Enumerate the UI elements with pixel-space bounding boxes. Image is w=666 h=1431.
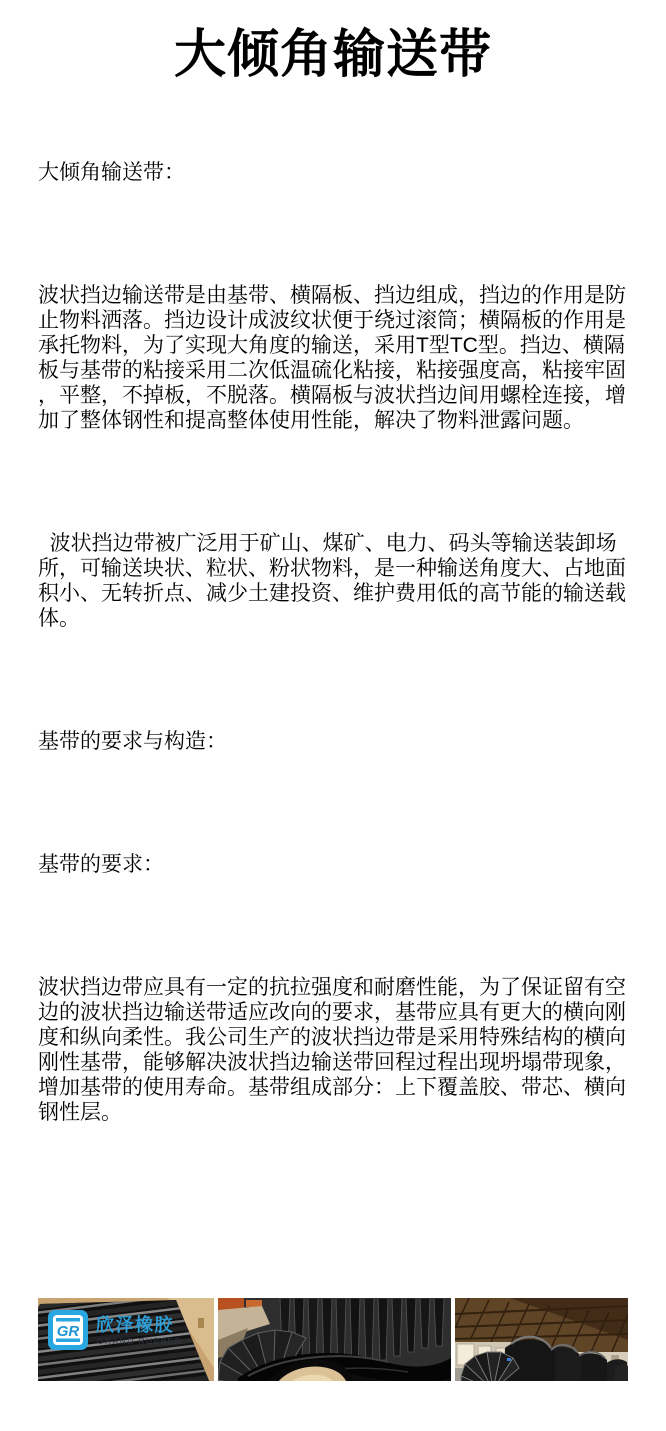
- factory-row-image: [455, 1298, 628, 1381]
- article-body: [0, 86, 666, 1431]
- product-photo-gallery: [38, 1248, 628, 1381]
- belt-roll-image: [218, 1298, 451, 1381]
- heading-base-belt-requirements: 基带的要求：: [38, 853, 164, 876]
- paragraph-composition: 波状挡边输送带是由基带、横隔板、挡边组成，挡边的作用是防止物料洒落。挡边设计成波纹状便于绕过滚筒；横隔板的作用是承托物料，为了实现大角度的输送，采用T型TC型。挡边、横隔板与基带的粘接采用二次低温硫化粘接，粘接强度高，粘接牢固，平整，不掉板，不脱落。横隔板与波状挡边间用螺栓连接，增加了整体钢性和提高整体使用性能，解决了物料泄露问题。: [38, 284, 626, 432]
- paragraph-applications: 波状挡边带被广泛用于矿山、煤矿、电力、码头等输送装卸场所，可输送块状、粒状、粉状物料，是一种输送角度大、占地面积小、无转折点、减少土建投资、维护费用低的高节能的输送载体。: [38, 532, 626, 630]
- sidewall-panel-image: [38, 1298, 214, 1381]
- heading-base-belt-structure: 基带的要求与构造：: [38, 730, 227, 753]
- photo-factory-belt-row: [455, 1248, 628, 1381]
- article-page: [0, 24, 666, 1431]
- brand-name-cn: 欣泽橡胶: [96, 1315, 174, 1335]
- photo-belt-roll-closeup: [218, 1248, 451, 1381]
- grand-rubber-logo-icon: [48, 1310, 88, 1350]
- page-title: 大倾角输送带: [173, 26, 492, 84]
- paragraph-base-belt: 波状挡边带应具有一定的抗拉强度和耐磨性能，为了保证留有空边的波状挡边输送带适应改向的要求，基带应具有更大的横向刚度和纵向柔性。我公司生产的波状挡边带是采用特殊结构的横向刚性基带，能够解决波状挡边输送带回程过程出现坍塌带现象，增加基带的使用寿命。基带组成部分：上下覆盖胶、带芯、横向钢性层。: [38, 976, 626, 1124]
- svg-text:GR: GR: [56, 1323, 80, 1340]
- intro-label: 大倾角输送带：: [38, 161, 185, 184]
- photo-sidewall-panel: [38, 1248, 214, 1381]
- brand-name-en: GRAND RUBBER: [97, 1336, 183, 1346]
